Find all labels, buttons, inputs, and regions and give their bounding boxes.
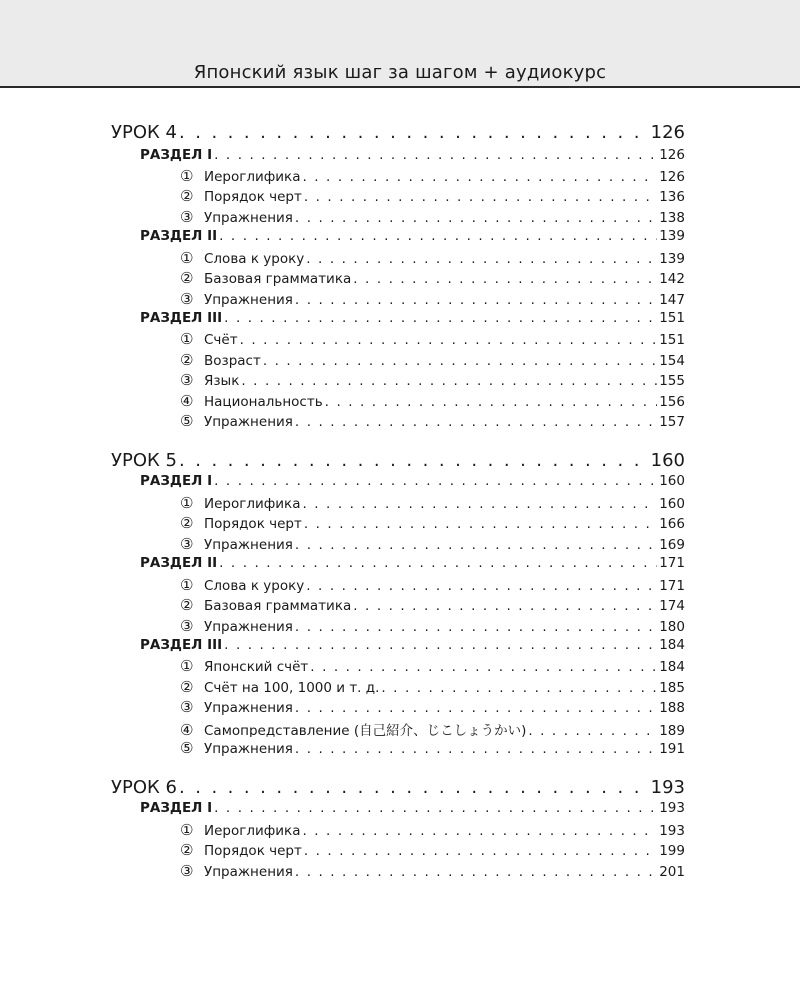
toc-item[interactable] — [180, 576, 685, 594]
item-label: Иероглифика — [204, 496, 301, 512]
dot-leader — [295, 210, 657, 226]
dot-leader — [219, 555, 657, 571]
toc-lesson-6[interactable] — [111, 777, 685, 799]
page-number: 191 — [659, 741, 685, 757]
dot-leader — [219, 228, 657, 244]
dot-leader — [295, 741, 657, 757]
item-number: ③ — [180, 371, 194, 389]
item-label: Самопредставление (自己紹介、じこしょうかい) — [204, 723, 527, 737]
lesson-title: УРОК 5 — [111, 450, 177, 471]
toc-section[interactable] — [140, 473, 685, 491]
section-title: РАЗДЕЛ II — [140, 228, 218, 244]
item-number: ③ — [180, 535, 194, 553]
page-header — [0, 0, 800, 88]
item-number: ③ — [180, 290, 194, 308]
page-number: 188 — [659, 700, 685, 716]
toc-section[interactable] — [140, 637, 685, 655]
page-number: 126 — [659, 147, 685, 163]
dot-leader — [325, 394, 658, 410]
section-title: РАЗДЕЛ I — [140, 800, 213, 816]
item-label: Упражнения — [204, 741, 293, 757]
dot-leader — [304, 843, 657, 859]
page-number: 151 — [659, 332, 685, 348]
item-number: ② — [180, 269, 194, 287]
item-label: Слова к уроку — [204, 251, 305, 267]
toc-item[interactable] — [180, 249, 685, 267]
item-label: Иероглифика — [204, 169, 301, 185]
page-number: 171 — [659, 555, 685, 571]
item-label: Упражнения — [204, 864, 293, 880]
item-label: Национальность — [204, 394, 323, 410]
dot-leader — [214, 800, 657, 816]
page-number: 160 — [659, 496, 685, 512]
toc-item[interactable] — [180, 351, 685, 369]
dot-leader — [295, 414, 657, 430]
toc-item[interactable] — [180, 719, 685, 737]
item-number: ① — [180, 167, 194, 185]
toc-section[interactable] — [140, 228, 685, 246]
item-label: Порядок черт — [204, 189, 302, 205]
dot-leader — [528, 723, 657, 737]
lesson-title: УРОК 4 — [111, 122, 177, 143]
item-number: ② — [180, 678, 194, 696]
page-number: 151 — [659, 310, 685, 326]
item-label: Базовая грамматика — [204, 598, 352, 614]
dot-leader — [295, 537, 657, 553]
page-number: 139 — [659, 251, 685, 267]
page-number: 126 — [650, 122, 685, 143]
item-number: ① — [180, 249, 194, 267]
toc-section[interactable] — [140, 800, 685, 818]
page-number: 138 — [659, 210, 685, 226]
dot-leader — [353, 598, 657, 614]
toc-item[interactable] — [180, 657, 685, 675]
dot-leader — [304, 189, 657, 205]
dot-leader — [224, 637, 657, 653]
item-number: ④ — [180, 721, 194, 737]
item-number: ② — [180, 187, 194, 205]
toc-lesson-4[interactable] — [111, 122, 685, 144]
toc-item[interactable] — [180, 412, 685, 430]
dot-leader — [214, 147, 657, 163]
toc-item[interactable] — [180, 698, 685, 716]
dot-leader — [295, 700, 657, 716]
toc-item[interactable] — [180, 535, 685, 553]
dot-leader — [241, 373, 657, 389]
toc-section[interactable] — [140, 555, 685, 573]
lesson-title: УРОК 6 — [111, 777, 177, 798]
page-number: 174 — [659, 598, 685, 614]
page-number: 184 — [659, 659, 685, 675]
dot-leader — [302, 823, 657, 839]
dot-leader — [295, 864, 657, 880]
dot-leader — [224, 310, 657, 326]
section-title: РАЗДЕЛ III — [140, 310, 223, 326]
dot-leader — [310, 659, 657, 675]
item-label: Счёт на 100, 1000 и т. д. — [204, 680, 380, 696]
item-label: Упражнения — [204, 700, 293, 716]
page-number: 201 — [659, 864, 685, 880]
dot-leader — [295, 292, 657, 308]
item-number: ① — [180, 657, 194, 675]
toc-item[interactable] — [180, 330, 685, 348]
toc-item[interactable] — [180, 167, 685, 185]
page-number: 156 — [659, 394, 685, 410]
item-number: ① — [180, 576, 194, 594]
toc-section[interactable] — [140, 147, 685, 165]
dot-leader — [302, 169, 657, 185]
item-label: Язык — [204, 373, 240, 389]
item-number: ② — [180, 841, 194, 859]
page-number: 160 — [650, 450, 685, 471]
toc-item[interactable] — [180, 208, 685, 226]
dot-leader — [306, 251, 657, 267]
page-number: 142 — [659, 271, 685, 287]
item-label: Слова к уроку — [204, 578, 305, 594]
item-label: Японский счёт — [204, 659, 309, 675]
toc-item[interactable] — [180, 392, 685, 410]
page-number: 155 — [659, 373, 685, 389]
page-number: 180 — [659, 619, 685, 635]
item-number: ② — [180, 596, 194, 614]
toc-item[interactable] — [180, 269, 685, 287]
item-number: ② — [180, 351, 194, 369]
toc-item[interactable] — [180, 739, 685, 757]
page-number: 189 — [659, 723, 685, 737]
item-number: ① — [180, 494, 194, 512]
item-label: Порядок черт — [204, 516, 302, 532]
item-number: ③ — [180, 862, 194, 880]
page-number: 166 — [659, 516, 685, 532]
page-number: 157 — [659, 414, 685, 430]
toc-item[interactable] — [180, 596, 685, 614]
page-number: 199 — [659, 843, 685, 859]
item-number: ⑤ — [180, 412, 194, 430]
dot-leader — [240, 332, 658, 348]
item-label: Упражнения — [204, 210, 293, 226]
dot-leader — [179, 122, 649, 143]
page-number: 184 — [659, 637, 685, 653]
toc-section[interactable] — [140, 310, 685, 328]
item-number: ③ — [180, 617, 194, 635]
toc-item[interactable] — [180, 371, 685, 389]
dot-leader — [179, 777, 649, 798]
page-number: 193 — [659, 823, 685, 839]
item-label: Упражнения — [204, 292, 293, 308]
toc-item[interactable] — [180, 821, 685, 839]
page-number: 136 — [659, 189, 685, 205]
toc-lesson-5[interactable] — [111, 450, 685, 472]
item-label: Базовая грамматика — [204, 271, 352, 287]
item-number: ① — [180, 821, 194, 839]
page-number: 193 — [659, 800, 685, 816]
page-number: 154 — [659, 353, 685, 369]
page-number: 185 — [659, 680, 685, 696]
dot-leader — [295, 619, 657, 635]
dot-leader — [304, 516, 657, 532]
page-number: 147 — [659, 292, 685, 308]
item-number: ③ — [180, 208, 194, 226]
dot-leader — [179, 450, 649, 471]
toc-item[interactable] — [180, 290, 685, 308]
item-label: Упражнения — [204, 537, 293, 553]
dot-leader — [306, 578, 657, 594]
page-number: 139 — [659, 228, 685, 244]
item-number: ② — [180, 514, 194, 532]
toc-item[interactable] — [180, 494, 685, 512]
toc-item[interactable] — [180, 187, 685, 205]
toc-item[interactable] — [180, 841, 685, 859]
toc-item[interactable] — [180, 514, 685, 532]
dot-leader — [302, 496, 657, 512]
toc-item[interactable] — [180, 862, 685, 880]
toc-item[interactable] — [180, 617, 685, 635]
item-number: ⑤ — [180, 739, 194, 757]
section-title: РАЗДЕЛ III — [140, 637, 223, 653]
item-number: ① — [180, 330, 194, 348]
toc-item[interactable] — [180, 678, 685, 696]
item-number: ④ — [180, 392, 194, 410]
dot-leader — [214, 473, 657, 489]
item-label: Упражнения — [204, 619, 293, 635]
section-title: РАЗДЕЛ I — [140, 473, 213, 489]
page-number: 160 — [659, 473, 685, 489]
page-number: 169 — [659, 537, 685, 553]
book-title: Японский язык шаг за шагом + аудиокурс — [193, 62, 607, 83]
item-label: Возраст — [204, 353, 261, 369]
dot-leader — [263, 353, 657, 369]
item-label: Иероглифика — [204, 823, 301, 839]
section-title: РАЗДЕЛ I — [140, 147, 213, 163]
page-number: 193 — [650, 777, 685, 798]
section-title: РАЗДЕЛ II — [140, 555, 218, 571]
item-label: Счёт — [204, 332, 238, 348]
item-number: ③ — [180, 698, 194, 716]
page-number: 171 — [659, 578, 685, 594]
item-label: Упражнения — [204, 414, 293, 430]
dot-leader — [381, 680, 657, 696]
item-label: Порядок черт — [204, 843, 302, 859]
dot-leader — [353, 271, 657, 287]
page-number: 126 — [659, 169, 685, 185]
